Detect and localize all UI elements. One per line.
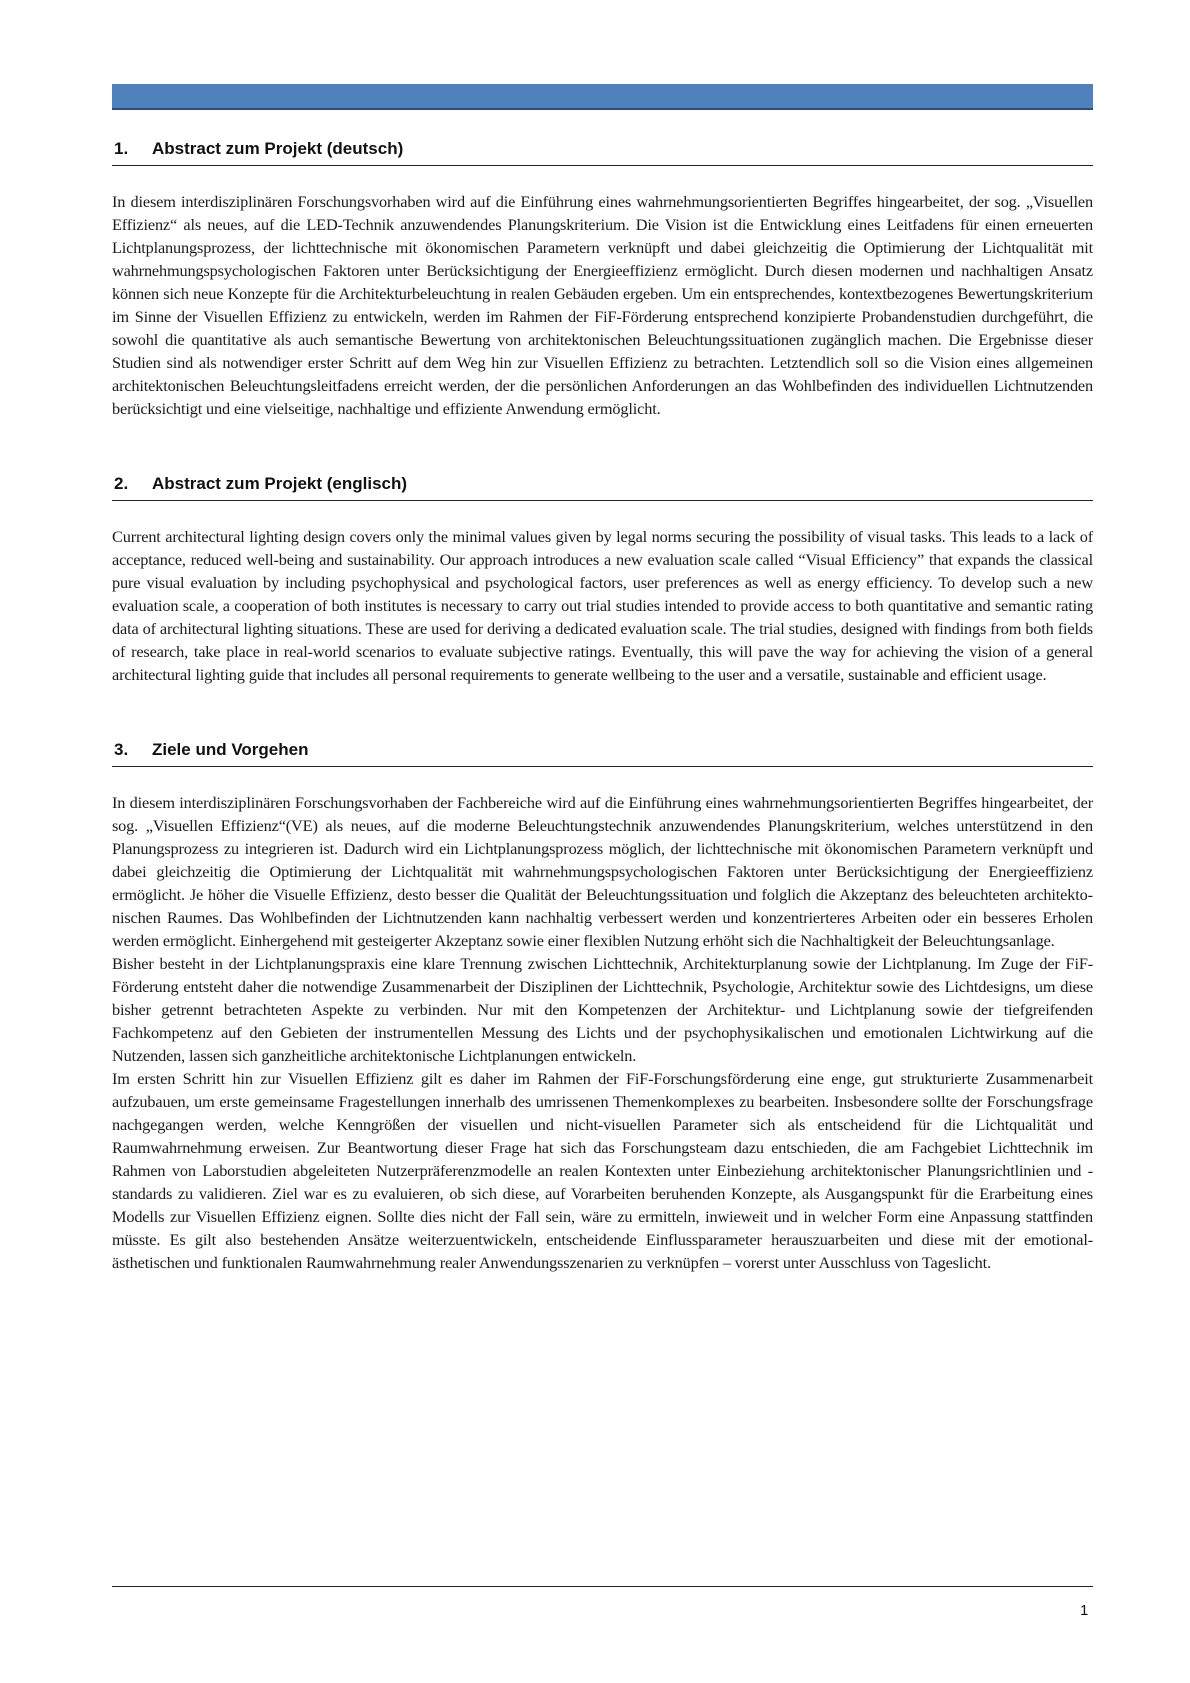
- section-heading: [112, 740, 1093, 767]
- section-title: Abstract zum Projekt (englisch): [152, 474, 408, 493]
- section-body: [112, 791, 1093, 1274]
- paragraph: In diesem interdisziplinären Forschungsvorhaben der Fachbereiche wird auf die Einführung eines wahrnehmungsorientierten Begriffes hingearbeitet, der sog. „Visuellen Effizienz“(VE) als neues, auf die moderne Beleuchtungstechnik anzuwendendes Planungskriterium, welches unterstützend in den Planungsprozess zu integrieren ist. Dadurch wird ein Lichtplanungsprozess möglich, der lichttechnische mit ökonomischen Parametern verknüpft und dabei gleichzeitig die Optimierung der Lichtqualität mit wahrnehmungspsychologischen Faktoren unter Berücksichtigung der Energieeffizienz ermöglicht. Je höher die Visuelle Effizienz, desto besser die Qualität der Beleuchtungssituation und folglich die Akzeptanz des beleuchteten architektonischen Raumes. Das Wohlbefinden der Lichtnutzenden kann nachhaltig verbessert werden und konzentrierteres Arbeiten oder ein besseres Erholen werden ermöglicht. Einhergehend mit gesteigerter Akzeptanz sowie einer flexiblen Nutzung erhöht sich die Nachhaltigkeit der Beleuchtungsanlage.: [112, 793, 1093, 950]
- section-number: 3.: [114, 740, 129, 759]
- header-bar: [112, 84, 1093, 110]
- section-title: Abstract zum Projekt (deutsch): [152, 139, 404, 158]
- section-abstract-deutsch: [112, 139, 1093, 420]
- section-title: Ziele und Vorgehen: [152, 740, 309, 759]
- section-body: [112, 190, 1093, 420]
- paragraph: Bisher besteht in der Lichtplanungspraxis eine klare Trennung zwischen Lichttechnik, Architekturplanung sowie der Lichtplanung. Im Zuge der FiF-Förderung entsteht daher die notwendige Zusammenarbeit der Disziplinen der Lichttechnik, Psychologie, Architektur sowie des Lichtdesigns, um diese bisher getrennt betrachteten Aspekte zu verbinden. Nur mit den Kompetenzen der Architektur- und Lichtplanung sowie der tiefgreifenden Fachkompetenz auf den Gebieten der instrumentellen Messung des Lichts und der psychophysikalischen und emotionalen Lichtwirkung auf die Nutzenden, lassen sich ganzheitliche architektonische Lichtplanungen entwickeln.: [112, 954, 1093, 1065]
- section-abstract-englisch: [112, 474, 1093, 686]
- section-heading: [112, 139, 1093, 166]
- section-number: 2.: [114, 474, 129, 493]
- section-ziele-und-vorgehen: [112, 740, 1093, 1274]
- section-body: [112, 525, 1093, 686]
- paragraph: Im ersten Schritt hin zur Visuellen Effizienz gilt es daher im Rahmen der FiF-Forschungsförderung eine enge, gut strukturierte Zusammenarbeit aufzubauen, um erste gemeinsame Fragestellungen innerhalb des umrissenen Themenkomplexes zu bearbeiten. Insbesondere sollte der Forschungsfrage nachgegangen werden, welche Kenngrößen der visuellen und nicht-visuellen Parameter sich als entscheidend für die Lichtqualität und Raumwahrnehmung erweisen. Zur Beantwortung dieser Frage hat sich das Forschungsteam dazu entschieden, die am Fachgebiet Lichttechnik im Rahmen von Laborstudien abgeleiteten Nutzerpräferenzmodelle an realen Kontexten unter Einbeziehung architektonischer Planungsrichtlinien und -standards zu validieren. Ziel war es zu evaluieren, ob sich diese, auf Vorarbeiten beruhenden Konzepte, als Ausgangspunkt für die Erarbeitung eines Modells zur Visuellen Effizienz eignen. Sollte dies nicht der Fall sein, wäre zu ermitteln, inwieweit und in welcher Form eine Anpassung stattfinden müsste. Es gilt also bestehenden Ansätze weiterzuentwickeln, entscheidende Einflussparameter herauszuarbeiten und diese mit der emotional-ästhetischen und funktionalen Raumwahrnehmung realer Anwendungsszenarien zu verknüpfen – vorerst unter Ausschluss von Tageslicht.: [112, 1069, 1093, 1272]
- page-number: 1: [1080, 1602, 1089, 1619]
- section-heading: [112, 474, 1093, 501]
- section-number: 1.: [114, 139, 129, 158]
- paragraph: In diesem interdisziplinären Forschungsvorhaben wird auf die Einführung eines wahrnehmungsorientierten Begriffes hingearbeitet, der sog. „Visuellen Effizienz“ als neues, auf die LED-Technik anzuwendendes Planungskriterium. Die Vision ist die Entwicklung eines Leitfadens für einen erneuerten Lichtplanungsprozess, der lichttechnische mit ökonomischen Parametern verknüpft und dabei gleichzeitig die Optimierung der Lichtqualität mit wahrnehmungspsychologischen Faktoren unter Berücksichtigung der Energieeffizienz ermöglicht. Durch diesen modernen und nachhaltigen Ansatz können sich neue Konzepte für die Architekturbeleuchtung in realen Gebäuden ergeben. Um ein entsprechendes, kontextbezogenes Bewertungskriterium im Sinne der Visuellen Effizienz zu entwickeln, werden im Rahmen der FiF-Förderung entsprechend konzipierte Probandenstudien durchgeführt, die sowohl die quantitative als auch semantische Bewertung von architektonischen Beleuchtungssituationen zugänglich machen. Die Ergebnisse dieser Studien sind als notwendiger erster Schritt auf dem Weg hin zur Visuellen Effizienz zu betrachten. Letztendlich soll so die Vision eines allgemeinen architektonischen Beleuchtungsleitfadens erreicht werden, der die persönlichen Anforderungen an das Wohlbefinden des individuellen Lichtnutzenden berücksichtigt und eine vielseitige, nachhaltige und effiziente Anwendung ermöglicht.: [112, 192, 1093, 418]
- paragraph: Current architectural lighting design covers only the minimal values given by legal norms securing the possibility of visual tasks. This leads to a lack of acceptance, reduced well-being and sustainability. Our approach introduces a new evaluation scale called “Visual Efficiency” that expands the classical pure visual evaluation by including psychophysical and psychological factors, user preferences as well as energy efficiency. To develop such a new evaluation scale, a cooperation of both institutes is necessary to carry out trial studies intended to provide access to both quantitative and semantic rating data of architectural lighting situations. These are used for deriving a dedicated evaluation scale. The trial studies, designed with findings from both fields of research, take place in real-world scenarios to evaluate subjective ratings. Eventually, this will pave the way for achieving the vision of a general architectural lighting guide that includes all personal requirements to generate wellbeing to the user and a versatile, sustainable and efficient usage.: [112, 527, 1093, 684]
- footer-divider: [112, 1586, 1093, 1587]
